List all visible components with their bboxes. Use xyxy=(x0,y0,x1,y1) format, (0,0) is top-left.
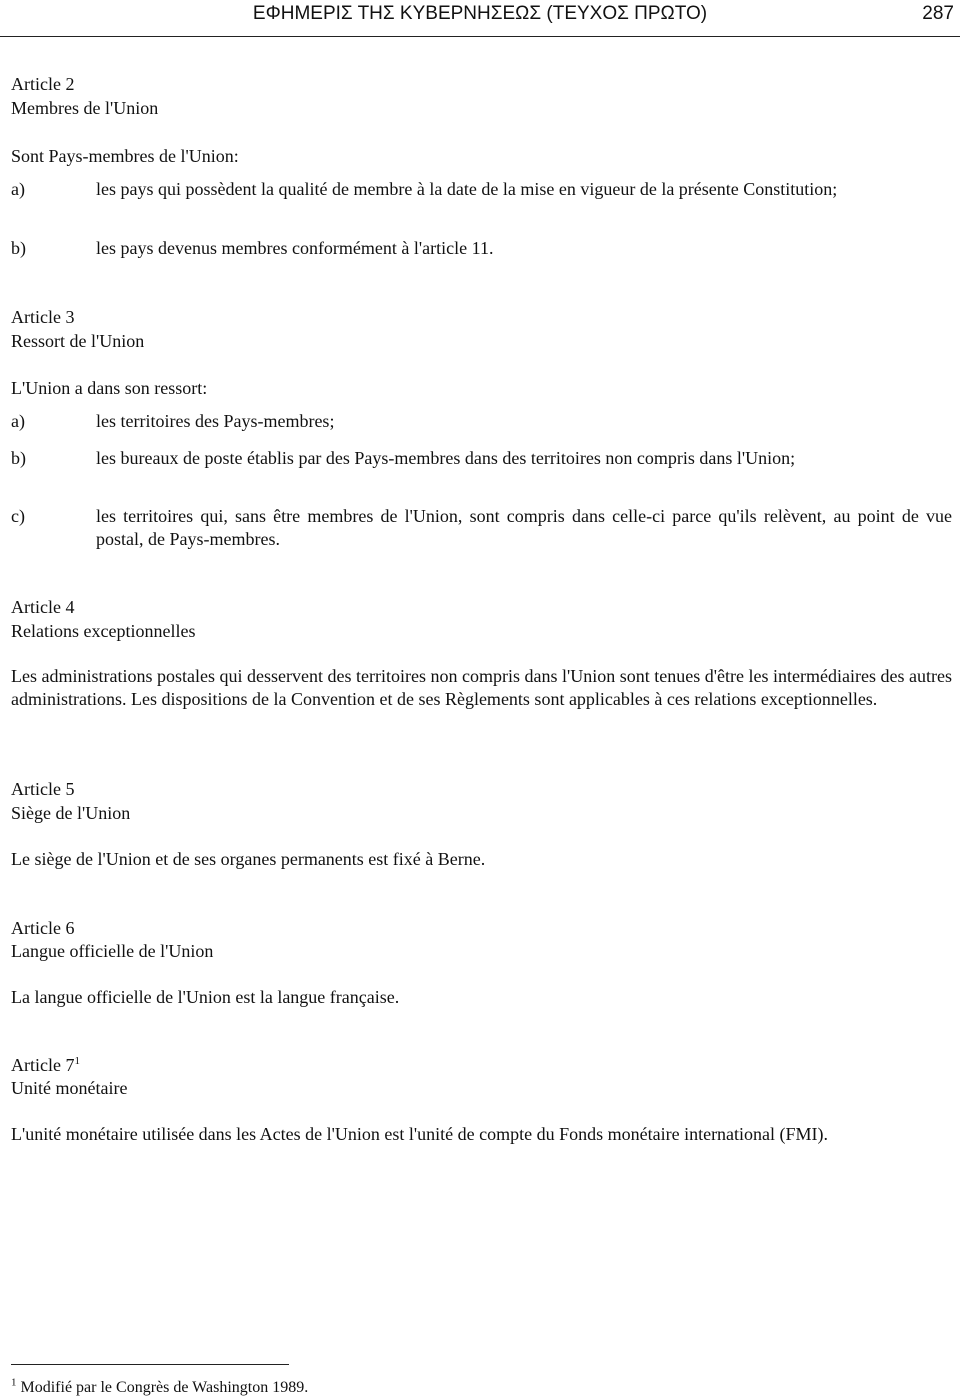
article-title: Relations exceptionnelles xyxy=(11,621,196,641)
footnote-text: Modifié par le Congrès de Washington 1989. xyxy=(20,1379,309,1396)
article-number-text: Article 7 xyxy=(11,1055,75,1075)
article-title: Unité monétaire xyxy=(11,1078,128,1098)
page-header xyxy=(0,0,960,34)
item-label: a) xyxy=(11,179,25,199)
article-body: La langue officielle de l'Union est la langue française. xyxy=(11,987,400,1007)
item-text: les pays qui possèdent la qualité de membre à la date de la mise en vigueur de la présente Constitution; xyxy=(96,179,838,199)
article-intro: Sont Pays-membres de l'Union: xyxy=(11,146,239,166)
article-number: Article 2 xyxy=(11,74,75,94)
article-body: L'unité monétaire utilisée dans les Actes de l'Union est l'unité de compte du Fonds monétaire international (FMI). xyxy=(11,1124,829,1144)
item-text: les pays devenus membres conformément à l'article 11. xyxy=(96,238,494,258)
item-text: les bureaux de poste établis par des Pays-membres dans des territoires non compris dans l'Union; xyxy=(96,448,796,468)
article-number: Article 4 xyxy=(11,597,75,617)
article-title: Siège de l'Union xyxy=(11,803,131,823)
article-number: Article 6 xyxy=(11,918,75,938)
header-rule xyxy=(0,36,960,37)
item-label: c) xyxy=(11,506,25,526)
footnote xyxy=(11,1378,308,1398)
journal-title: ΕΦΗΜΕΡΙΣ ΤΗΣ ΚΥΒΕΡΝΗΣΕΩΣ (ΤΕΥΧΟΣ ΠΡΩΤΟ) xyxy=(252,3,708,24)
item-text: les territoires des Pays-membres; xyxy=(96,411,335,431)
item-label: a) xyxy=(11,411,25,431)
article-body: Les administrations postales qui desservent des territoires non compris dans l'Union sont tenues d'être les intermédiaires des autres administrations. Les dispositions de la Convention et de ses Règlements sont applicables à ces relations exceptionnelles. xyxy=(11,666,952,709)
item-text: les territoires qui, sans être membres de l'Union, sont compris dans celle-ci parce qu'ils relèvent, au point de vue postal, de Pays-membres. xyxy=(96,506,952,549)
article-title: Ressort de l'Union xyxy=(11,331,145,351)
item-label: b) xyxy=(11,238,26,258)
item-label: b) xyxy=(11,448,26,468)
footnote-rule xyxy=(11,1364,289,1365)
article-body: Le siège de l'Union et de ses organes permanents est fixé à Berne. xyxy=(11,849,486,869)
article-title: Langue officielle de l'Union xyxy=(11,941,214,961)
article-title: Membres de l'Union xyxy=(11,98,159,118)
article-number: Article 5 xyxy=(11,779,75,799)
page-number: 287 xyxy=(922,3,954,24)
footnote-marker: 1 xyxy=(11,1376,17,1389)
article-number: Article 3 xyxy=(11,307,75,327)
article-number xyxy=(11,1054,80,1077)
article-intro: L'Union a dans son ressort: xyxy=(11,378,208,398)
footnote-reference: 1 xyxy=(74,1055,80,1067)
